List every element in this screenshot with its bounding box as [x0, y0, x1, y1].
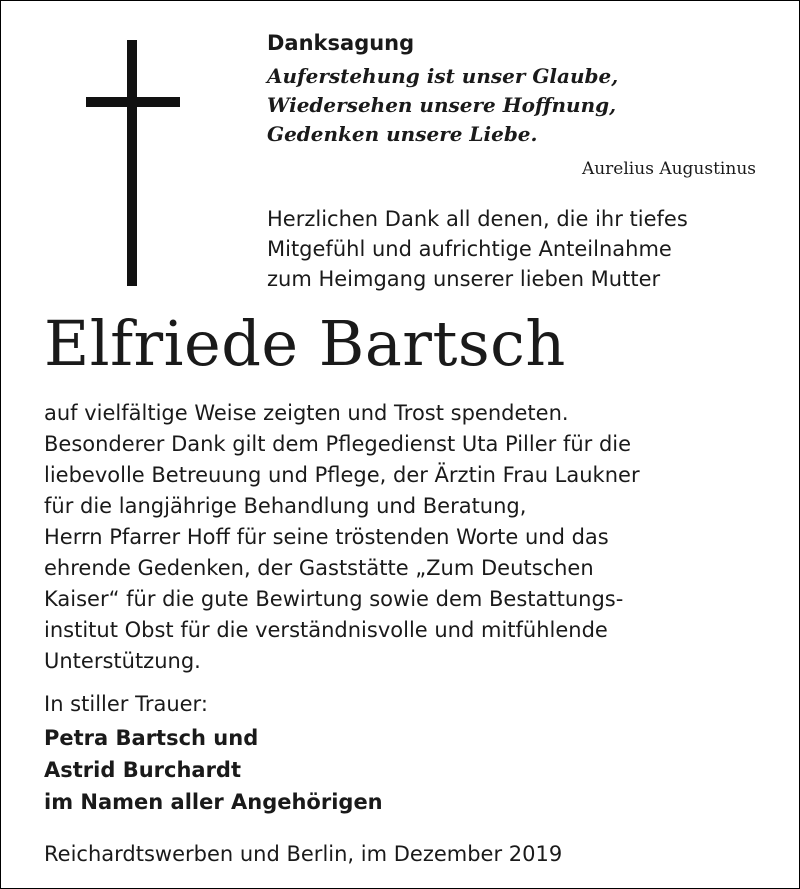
mourner-line: im Namen aller Angehörigen [44, 790, 383, 814]
thanks-line: ehrende Gedenken, der Gaststätte „Zum Deutschen [44, 556, 594, 580]
intro-line: Herzlichen Dank all denen, die ihr tiefes [267, 207, 688, 231]
intro-text [267, 204, 688, 294]
thanks-line: Unterstützung. [44, 649, 201, 673]
intro-line: zum Heimgang unserer lieben Mutter [267, 267, 661, 291]
deceased-name: Elfriede Bartsch [44, 307, 566, 380]
thanks-line: Besonderer Dank gilt dem Pflegedienst Uta Piller für die [44, 432, 632, 456]
intro-line: Mitgefühl und aufrichtige Anteilnahme [267, 237, 672, 261]
quote [267, 62, 618, 149]
mourners-list [44, 722, 383, 818]
quote-author: Aurelius Augustinus [581, 159, 756, 179]
thanks-line: für die langjährige Behandlung und Beratung, [44, 494, 527, 518]
notice-heading: Danksagung [267, 31, 415, 55]
quote-line: Gedenken unsere Liebe. [267, 122, 538, 146]
mourner-line: Petra Bartsch und [44, 726, 259, 750]
cross-icon [86, 40, 180, 286]
mourner-line: Astrid Burchardt [44, 758, 241, 782]
thanks-line: institut Obst für die verständnisvolle und mitfühlende [44, 618, 608, 642]
thanks-line: liebevolle Betreuung und Pflege, der Ärztin Frau Laukner [44, 463, 640, 487]
mourning-label: In stiller Trauer: [44, 692, 208, 716]
quote-line: Wiedersehen unsere Hoffnung, [267, 93, 617, 117]
quote-line: Auferstehung ist unser Glaube, [267, 64, 619, 88]
place-date: Reichardtswerben und Berlin, im Dezember 2019 [44, 842, 563, 866]
thanks-line: auf vielfältige Weise zeigten und Trost spendeten. [44, 401, 569, 425]
thanks-line: Herrn Pfarrer Hoff für seine tröstenden Worte und das [44, 525, 609, 549]
thanks-line: Kaiser“ für die gute Bewirtung sowie dem Bestattungs- [44, 587, 624, 611]
thanks-text [44, 398, 640, 677]
